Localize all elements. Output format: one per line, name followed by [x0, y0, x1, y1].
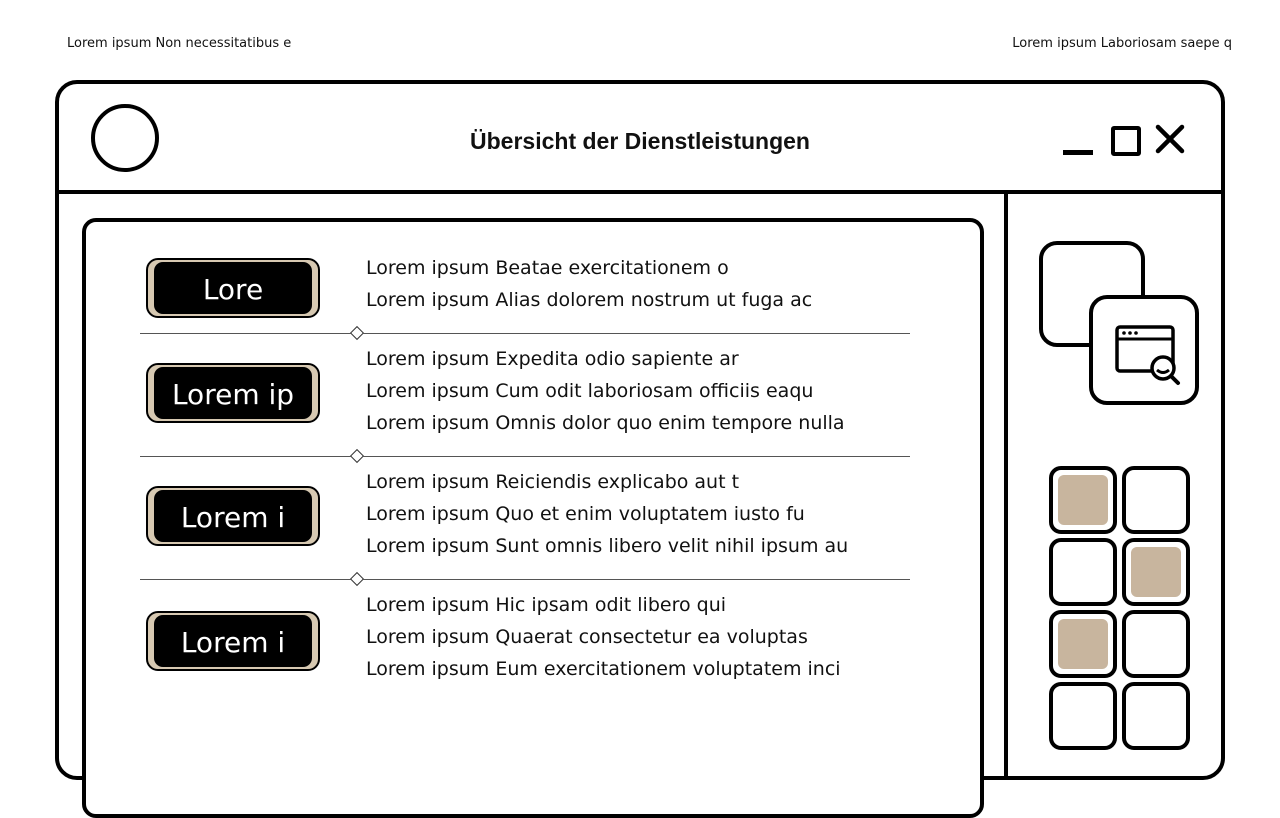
service-label-text: Lorem ip [154, 367, 312, 419]
diamond-icon [350, 326, 364, 340]
browser-search-glyph [1093, 299, 1195, 401]
swatch-7[interactable] [1049, 682, 1117, 750]
browser-search-icon[interactable] [1089, 295, 1199, 405]
services-panel [82, 218, 984, 818]
header-right-note: Lorem ipsum Laboriosam saepe q [1012, 36, 1232, 51]
service-line: Lorem ipsum Expedita odio sapiente ar [366, 348, 739, 370]
service-label-text: Lorem i [154, 615, 312, 667]
swatch-8[interactable] [1122, 682, 1190, 750]
title-bar [59, 84, 1221, 194]
service-label-button[interactable] [146, 611, 320, 671]
swatch-4[interactable] [1122, 538, 1190, 606]
window-title: Übersicht der Dienstleistungen [470, 128, 810, 154]
minimize-icon[interactable] [1063, 150, 1093, 155]
maximize-icon[interactable] [1111, 126, 1141, 156]
service-line: Lorem ipsum Hic ipsam odit libero qui [366, 594, 727, 616]
service-line: Lorem ipsum Beatae exercitationem o [366, 257, 729, 279]
swatch-fill [1131, 619, 1181, 669]
service-description [366, 252, 812, 316]
app-window [55, 80, 1225, 780]
row-separator [140, 456, 910, 457]
swatch-fill [1131, 475, 1181, 525]
row-separator [140, 333, 910, 334]
service-line: Lorem ipsum Sunt omnis libero velit nihil ipsum au [366, 535, 849, 557]
swatch-2[interactable] [1122, 466, 1190, 534]
service-line: Lorem ipsum Cum odit laboriosam officiis eaqu [366, 380, 814, 402]
swatch-fill [1058, 475, 1108, 525]
service-line: Lorem ipsum Quo et enim voluptatem iusto fu [366, 503, 805, 525]
service-line: Lorem ipsum Eum exercitationem voluptatem inci [366, 658, 841, 680]
diamond-icon [350, 572, 364, 586]
swatch-5[interactable] [1049, 610, 1117, 678]
row-separator [140, 579, 910, 580]
swatch-fill [1058, 547, 1108, 597]
service-label-text: Lorem i [154, 490, 312, 542]
swatch-fill [1131, 691, 1181, 741]
window-controls [1051, 122, 1191, 162]
swatch-fill [1058, 691, 1108, 741]
service-label-button[interactable] [146, 486, 320, 546]
swatch-6[interactable] [1122, 610, 1190, 678]
service-line: Lorem ipsum Alias dolorem nostrum ut fuga ac [366, 289, 813, 311]
service-line: Lorem ipsum Reiciendis explicabo aut t [366, 471, 740, 493]
sidebar-divider [1004, 190, 1008, 776]
service-description [366, 343, 845, 439]
header-left-note: Lorem ipsum Non necessitatibus e [67, 36, 292, 51]
close-icon[interactable] [1155, 124, 1185, 154]
diamond-icon [350, 449, 364, 463]
service-label-button[interactable] [146, 258, 320, 318]
service-description [366, 466, 848, 562]
service-description [366, 589, 841, 685]
service-line: Lorem ipsum Quaerat consectetur ea voluptas [366, 626, 808, 648]
swatch-fill [1058, 619, 1108, 669]
service-line: Lorem ipsum Omnis dolor quo enim tempore nulla [366, 412, 845, 434]
swatch-fill [1131, 547, 1181, 597]
swatch-3[interactable] [1049, 538, 1117, 606]
swatch-1[interactable] [1049, 466, 1117, 534]
service-label-text: Lore [154, 262, 312, 314]
service-label-button[interactable] [146, 363, 320, 423]
